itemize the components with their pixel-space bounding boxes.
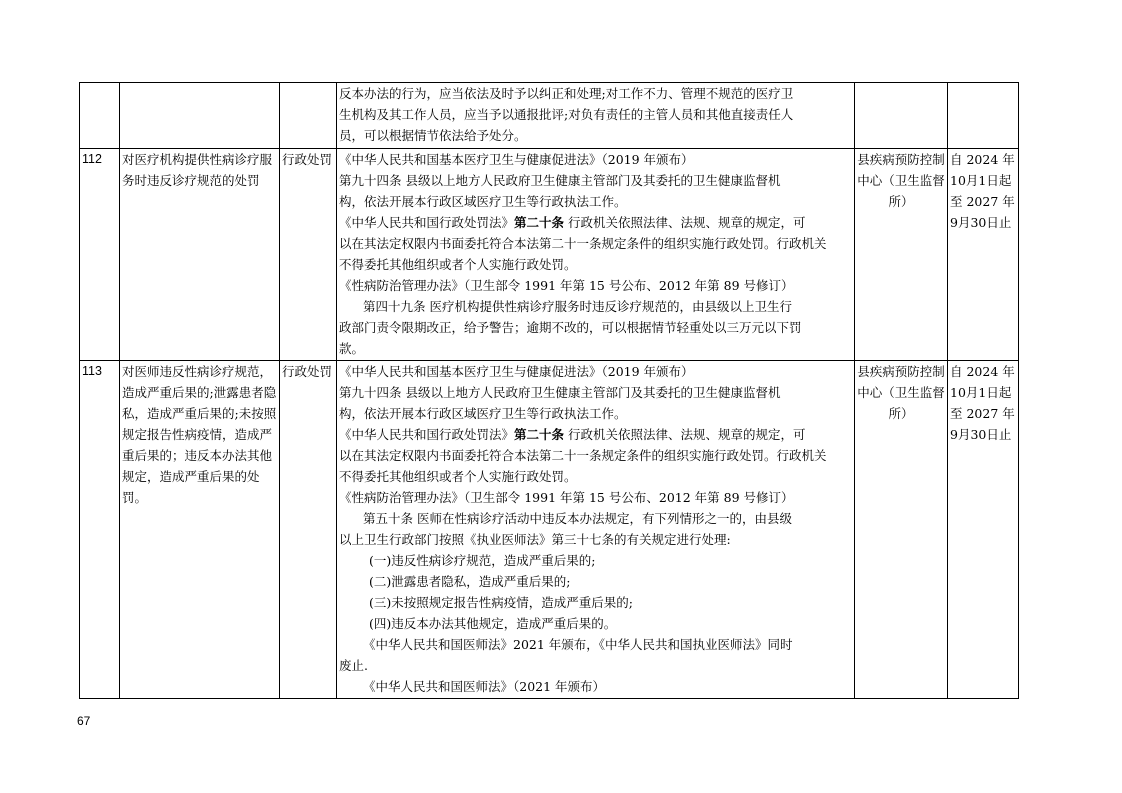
basis-line: (三)未按照规定报告性病疫情，造成严重后果的; (369, 595, 633, 610)
validity-period: 自 2024 年10月1日起至 2027 年9月30日止 (948, 149, 1019, 361)
basis-line: 《中华人民共和国基本医疗卫生与健康促进法》（2019 年颁布） (339, 364, 694, 379)
table-row-112 (80, 149, 1019, 361)
basis-line: 以上卫生行政部门按照《执业医师法》第三十七条的有关规定进行处理: (339, 532, 731, 547)
basis-line: 《中华人民共和国基本医疗卫生与健康促进法》（2019 年颁布） (339, 152, 694, 167)
article-bold: 第二十条 (514, 427, 565, 442)
basis-line: 《性病防治管理办法》（卫生部令 1991 年第 15 号公布、2012 年第 89 号修订） (339, 490, 794, 505)
item-type: 行政处罚 (280, 149, 337, 361)
basis-line: 以在其法定权限内书面委托符合本法第二十一条规定条件的组织实施行政处罚。行政机关 (339, 448, 827, 463)
basis-line: 《性病防治管理办法》（卫生部令 1991 年第 15 号公布、2012 年第 89 号修订） (339, 278, 794, 293)
basis-cell (337, 361, 855, 699)
basis-line: 构，依法开展本行政区域医疗卫生等行政执法工作。 (339, 406, 627, 421)
authority-cell (855, 83, 948, 149)
period-cell (948, 83, 1019, 149)
row-number: 113 (80, 361, 120, 699)
row-number: 112 (80, 149, 120, 361)
basis-line: 废止. (339, 658, 368, 673)
item-name: 对医师违反性病诊疗规范，造成严重后果的;泄露患者隐私，造成严重后果的;未按照规定报告性病疫情，造成严重后果的；违反本办法其他规定，造成严重后果的处罚。 (120, 361, 280, 699)
validity-period: 自 2024 年10月1日起至 2027 年9月30日止 (948, 361, 1019, 699)
basis-line: 第九十四条 县级以上地方人民政府卫生健康主管部门及其委托的卫生健康监督机 (339, 173, 781, 188)
regulation-table (79, 82, 1019, 699)
basis-line: 第九十四条 县级以上地方人民政府卫生健康主管部门及其委托的卫生健康监督机 (339, 385, 781, 400)
item-cell (120, 83, 280, 149)
basis-line: 第四十九条 医疗机构提供性病诊疗服务时违反诊疗规范的，由县级以上卫生行 (363, 299, 792, 314)
table-row-continued (80, 83, 1019, 149)
basis-line: 款。 (339, 341, 365, 356)
page-number: 67 (77, 714, 91, 728)
basis-line: 员，可以根据情节依法给予处分。 (339, 128, 527, 143)
law-title: 《中华人民共和国行政处罚法》 (339, 215, 515, 230)
basis-line: (四)违反本办法其他规定，造成严重后果的。 (369, 616, 617, 631)
enforcement-authority: 县疾病预防控制中心（卫生监督所） (855, 361, 948, 699)
article-bold: 第二十条 (514, 215, 565, 230)
basis-line: 《中华人民共和国医师法》（2021 年颁布） (363, 679, 606, 694)
basis-cell (337, 83, 855, 149)
basis-line: 政部门责令限期改正，给予警告；逾期不改的，可以根据情节轻重处以三万元以下罚 (339, 320, 802, 335)
law-title: 《中华人民共和国行政处罚法》 (339, 427, 515, 442)
item-type: 行政处罚 (280, 361, 337, 699)
type-cell (280, 83, 337, 149)
basis-line: 《中华人民共和国医师法》2021 年颁布，《中华人民共和国执业医师法》同时 (363, 637, 793, 652)
basis-line (339, 212, 852, 233)
article-text: 行政机关依照法律、法规、规章的规定，可 (564, 427, 806, 442)
basis-line: (二)泄露患者隐私，造成严重后果的; (369, 574, 571, 589)
article-text: 行政机关依照法律、法规、规章的规定，可 (564, 215, 806, 230)
enforcement-authority: 县疾病预防控制中心（卫生监督所） (855, 149, 948, 361)
basis-line: (一)违反性病诊疗规范，造成严重后果的; (369, 553, 596, 568)
basis-line: 不得委托其他组织或者个人实施行政处罚。 (339, 469, 577, 484)
number-cell (80, 83, 120, 149)
basis-line: 反本办法的行为，应当依法及时予以纠正和处理;对工作不力、管理不规范的医疗卫 (339, 86, 794, 101)
basis-cell (337, 149, 855, 361)
basis-line: 第五十条 医师在性病诊疗活动中违反本办法规定，有下列情形之一的，由县级 (363, 511, 792, 526)
basis-line: 不得委托其他组织或者个人实施行政处罚。 (339, 257, 577, 272)
basis-line (339, 424, 852, 445)
basis-line: 生机构及其工作人员，应当予以通报批评;对负有责任的主管人员和其他直接责任人 (339, 107, 794, 122)
basis-line: 以在其法定权限内书面委托符合本法第二十一条规定条件的组织实施行政处罚。行政机关 (339, 236, 827, 251)
item-name: 对医疗机构提供性病诊疗服务时违反诊疗规范的处罚 (120, 149, 280, 361)
table-row-113 (80, 361, 1019, 699)
basis-line: 构，依法开展本行政区域医疗卫生等行政执法工作。 (339, 194, 627, 209)
